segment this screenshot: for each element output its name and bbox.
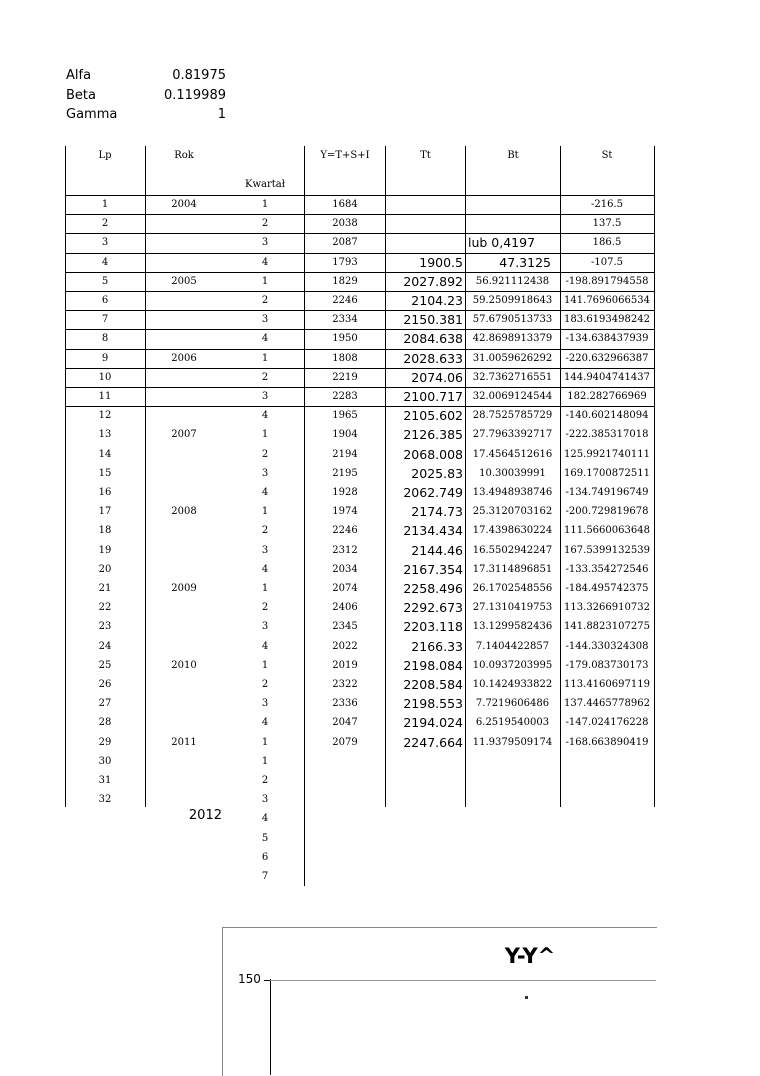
cell-kwartal: 3 bbox=[261, 698, 269, 710]
param-name: Alfa bbox=[66, 68, 92, 83]
cell-rok: 2004 bbox=[171, 199, 197, 210]
cell-st: -200.729819678 bbox=[565, 506, 649, 518]
cell-y: 2194 bbox=[332, 448, 358, 460]
cell-y: 1684 bbox=[332, 199, 358, 210]
cell-rok bbox=[145, 445, 223, 464]
cell-rok bbox=[145, 541, 223, 560]
cell-kwartal: 3 bbox=[261, 391, 269, 402]
cell-st: 167.5399132539 bbox=[564, 544, 650, 556]
cell-st: -133.354272546 bbox=[565, 563, 649, 575]
cell-y: 2195 bbox=[332, 467, 358, 479]
cell-kwartal: 1 bbox=[261, 659, 269, 671]
table-row-border bbox=[65, 253, 655, 254]
cell-tt: 1900.5 bbox=[419, 254, 463, 270]
cell-rok: 2011 bbox=[171, 736, 197, 748]
cell-rok bbox=[145, 253, 223, 272]
cell-y: 2336 bbox=[332, 698, 358, 710]
cell-lp: 32 bbox=[98, 794, 112, 806]
chart-y-axis bbox=[270, 979, 271, 1075]
cell-kwartal: 2 bbox=[261, 295, 269, 306]
cell-tt bbox=[386, 867, 463, 886]
cell-y: 2019 bbox=[332, 659, 358, 671]
cell-y bbox=[305, 752, 385, 771]
cell-y: 2334 bbox=[332, 314, 358, 326]
cell-kwartal: 4 bbox=[261, 813, 269, 825]
cell-lp: 22 bbox=[98, 602, 112, 614]
cell-rok bbox=[145, 464, 223, 483]
cell-st: 113.4160697119 bbox=[564, 679, 650, 690]
header-kwartal: Kwartał bbox=[245, 179, 285, 190]
chart-title: Y-Y^ bbox=[504, 944, 556, 968]
table-row-border bbox=[65, 387, 655, 388]
cell-kwartal: 3 bbox=[261, 621, 269, 633]
cell-y: 2034 bbox=[332, 563, 358, 575]
cell-y: 2312 bbox=[332, 544, 358, 556]
cell-tt: 2258.496 bbox=[403, 581, 463, 596]
table-row-border bbox=[65, 349, 655, 350]
cell-rok: 2010 bbox=[171, 659, 197, 671]
cell-lp: 27 bbox=[98, 698, 112, 710]
cell-kwartal: 4 bbox=[261, 256, 269, 268]
table-column-border bbox=[385, 146, 386, 807]
cell-rok bbox=[145, 867, 223, 886]
cell-tt: 2028.633 bbox=[403, 350, 463, 366]
cell-kwartal: 5 bbox=[261, 832, 269, 844]
cell-lp: 8 bbox=[101, 333, 109, 345]
cell-y bbox=[305, 790, 385, 809]
chart-data-point bbox=[525, 996, 528, 999]
cell-y: 1793 bbox=[332, 256, 358, 268]
cell-lp: 10 bbox=[98, 371, 112, 383]
cell-rok bbox=[145, 329, 223, 348]
cell-kwartal: 2 bbox=[261, 602, 269, 614]
header-s: St bbox=[601, 150, 613, 161]
cell-tt: 2203.118 bbox=[403, 619, 463, 635]
cell-rok bbox=[145, 598, 223, 617]
cell-tt: 2062.749 bbox=[403, 485, 463, 500]
cell-rok: 2009 bbox=[171, 583, 197, 594]
cell-bt: 7.7219606486 bbox=[475, 698, 550, 710]
cell-tt bbox=[386, 790, 463, 809]
cell-st: -168.663890419 bbox=[565, 736, 649, 748]
cell-lp: 29 bbox=[98, 736, 112, 748]
cell-bt: 13.4948938746 bbox=[472, 487, 553, 498]
cell-y: 2219 bbox=[332, 371, 358, 383]
cell-rok bbox=[145, 214, 223, 233]
cell-lp: 23 bbox=[98, 621, 112, 633]
cell-rok bbox=[145, 617, 223, 636]
cell-tt: 2027.892 bbox=[403, 273, 463, 289]
cell-rok bbox=[145, 829, 223, 848]
cell-st: -144.330324308 bbox=[565, 640, 649, 652]
cell-rok: 2008 bbox=[171, 506, 197, 518]
cell-lp: 9 bbox=[101, 352, 109, 364]
table-column-border bbox=[560, 146, 561, 807]
param-name: Gamma bbox=[66, 107, 118, 122]
cell-st: 182.282766969 bbox=[567, 391, 647, 402]
cell-st bbox=[560, 790, 654, 809]
cell-lp: 6 bbox=[101, 295, 109, 306]
cell-st: 137.5 bbox=[592, 218, 622, 230]
cell-y bbox=[305, 809, 385, 828]
cell-tt: 2208.584 bbox=[403, 677, 463, 692]
param-name: Beta bbox=[66, 87, 96, 103]
cell-st: -107.5 bbox=[590, 256, 623, 268]
cell-rok bbox=[145, 521, 223, 540]
cell-kwartal: 2 bbox=[261, 775, 269, 786]
cell-rok bbox=[145, 406, 223, 425]
cell-kwartal: 2 bbox=[261, 525, 269, 537]
cell-rok bbox=[145, 771, 223, 790]
cell-rok: 2005 bbox=[171, 275, 197, 287]
cell-lp: 12 bbox=[98, 410, 112, 422]
cell-y: 2246 bbox=[332, 295, 358, 306]
cell-kwartal: 4 bbox=[261, 563, 269, 575]
cell-kwartal: 1 bbox=[261, 352, 269, 364]
cell-st: -222.385317018 bbox=[565, 429, 649, 441]
cell-st bbox=[560, 752, 654, 771]
cell-lp: 21 bbox=[98, 583, 112, 594]
cell-tt bbox=[386, 771, 463, 790]
cell-lp: 31 bbox=[98, 775, 112, 786]
cell-kwartal: 6 bbox=[261, 851, 269, 863]
cell-st bbox=[560, 829, 654, 848]
table-row-border bbox=[65, 329, 655, 330]
cell-bt bbox=[466, 809, 559, 828]
cell-y: 1829 bbox=[332, 275, 358, 287]
cell-tt: 2144.46 bbox=[411, 542, 463, 558]
cell-bt bbox=[466, 829, 559, 848]
chart-frame bbox=[222, 927, 657, 1076]
cell-kwartal: 1 bbox=[261, 583, 269, 594]
cell-bt: 25.3120703162 bbox=[472, 506, 553, 518]
cell-y: 2246 bbox=[332, 525, 358, 537]
table-column-border bbox=[465, 146, 466, 807]
cell-bt bbox=[466, 195, 559, 214]
cell-bt: 13.1299582436 bbox=[472, 621, 553, 633]
cell-st bbox=[560, 867, 654, 886]
cell-st bbox=[560, 809, 654, 828]
table-row-border bbox=[65, 214, 655, 215]
cell-tt bbox=[386, 752, 463, 771]
cell-lp: 19 bbox=[98, 544, 112, 556]
cell-lp: 26 bbox=[98, 679, 112, 690]
cell-bt: 11.9379509174 bbox=[472, 736, 553, 748]
cell-st: -216.5 bbox=[590, 199, 623, 210]
cell-bt: 27.1310419753 bbox=[472, 602, 553, 614]
cell-tt: 2100.717 bbox=[403, 389, 463, 404]
cell-kwartal: 1 bbox=[261, 755, 269, 767]
cell-lp: 13 bbox=[98, 429, 112, 441]
cell-bt bbox=[466, 790, 559, 809]
cell-y: 2038 bbox=[332, 218, 358, 230]
cell-st: 125.9921740111 bbox=[564, 448, 650, 460]
cell-lp: 17 bbox=[98, 506, 112, 518]
cell-tt bbox=[386, 233, 463, 252]
cell-tt: 2174.73 bbox=[411, 504, 463, 520]
cell-tt: 2167.354 bbox=[403, 561, 463, 577]
header-b: Bt bbox=[507, 150, 519, 161]
table-row-border bbox=[65, 368, 655, 369]
cell-y: 1950 bbox=[332, 333, 358, 345]
param-value: 1 bbox=[217, 107, 226, 122]
cell-st: -134.638437939 bbox=[565, 333, 649, 345]
cell-y: 2283 bbox=[332, 391, 358, 402]
cell-y bbox=[305, 771, 385, 790]
cell-bt: 17.4564512616 bbox=[472, 448, 553, 460]
header-t: Tt bbox=[420, 150, 431, 161]
cell-kwartal: 1 bbox=[261, 275, 269, 287]
cell-bt bbox=[466, 771, 559, 790]
param-value: 0.81975 bbox=[172, 68, 226, 83]
cell-st: -147.024176228 bbox=[565, 717, 649, 729]
cell-tt: 2074.06 bbox=[411, 369, 463, 385]
cell-st: -198.891794558 bbox=[565, 275, 649, 287]
cell-lp bbox=[65, 829, 145, 848]
cell-st: 186.5 bbox=[592, 237, 622, 249]
cell-st: 113.3266910732 bbox=[564, 602, 650, 614]
cell-st: -220.632966387 bbox=[565, 352, 649, 364]
cell-lp: 14 bbox=[98, 448, 112, 460]
cell-bt: 32.0069124544 bbox=[472, 391, 553, 402]
cell-bt: 10.30039991 bbox=[479, 467, 546, 479]
cell-tt: 2198.084 bbox=[403, 657, 463, 673]
cell-rok bbox=[145, 848, 223, 867]
cell-kwartal: 3 bbox=[261, 544, 269, 556]
cell-bt: lub 0,4197 bbox=[468, 235, 536, 251]
cell-y bbox=[305, 867, 385, 886]
cell-tt: 2126.385 bbox=[403, 427, 463, 443]
chart-gridline bbox=[270, 980, 656, 981]
cell-bt: 27.7963392717 bbox=[472, 429, 553, 441]
cell-bt: 31.0059626292 bbox=[472, 352, 553, 364]
cell-tt: 2025.83 bbox=[411, 465, 463, 481]
cell-kwartal: 4 bbox=[261, 640, 269, 652]
cell-bt: 10.1424933822 bbox=[472, 679, 553, 690]
cell-tt: 2068.008 bbox=[403, 446, 463, 462]
cell-rok bbox=[145, 560, 223, 579]
cell-kwartal: 1 bbox=[261, 199, 269, 210]
cell-bt: 6.2519540003 bbox=[475, 717, 550, 729]
cell-tt: 2104.23 bbox=[411, 293, 463, 308]
param-value: 0.119989 bbox=[163, 87, 226, 103]
table-row-border bbox=[65, 291, 655, 292]
cell-kwartal: 3 bbox=[261, 467, 269, 479]
cell-tt: 2150.381 bbox=[403, 312, 463, 328]
chart-y-tick-label: 150 bbox=[238, 972, 261, 986]
table-column-border bbox=[145, 146, 146, 807]
cell-tt bbox=[386, 214, 463, 233]
cell-y bbox=[305, 848, 385, 867]
cell-st: 183.6193498242 bbox=[564, 314, 650, 326]
cell-st: 144.9404741437 bbox=[564, 371, 650, 383]
cell-lp: 18 bbox=[98, 525, 112, 537]
cell-tt bbox=[386, 195, 463, 214]
cell-kwartal: 1 bbox=[261, 736, 269, 748]
cell-lp: 30 bbox=[98, 755, 112, 767]
cell-kwartal: 1 bbox=[261, 429, 269, 441]
cell-y: 2047 bbox=[332, 717, 358, 729]
table-column-border bbox=[65, 146, 66, 807]
table-column-border bbox=[304, 146, 305, 886]
cell-kwartal: 2 bbox=[261, 371, 269, 383]
cell-y: 2087 bbox=[332, 237, 358, 249]
cell-lp: 11 bbox=[98, 391, 112, 402]
cell-bt: 17.4398630224 bbox=[472, 525, 553, 537]
cell-rok bbox=[145, 483, 223, 502]
cell-lp: 4 bbox=[101, 256, 109, 268]
cell-rok bbox=[145, 790, 223, 809]
cell-st: -179.083730173 bbox=[565, 659, 649, 671]
table-column-border bbox=[654, 146, 655, 807]
cell-bt: 16.5502942247 bbox=[472, 544, 553, 556]
cell-rok: 2007 bbox=[171, 429, 197, 441]
cell-bt: 47.3125 bbox=[499, 254, 551, 270]
cell-bt: 17.3114896851 bbox=[472, 563, 553, 575]
cell-bt: 26.1702548556 bbox=[472, 583, 553, 594]
cell-st: -134.749196749 bbox=[565, 487, 649, 498]
cell-bt bbox=[466, 752, 559, 771]
cell-bt: 42.8698913379 bbox=[472, 333, 553, 345]
cell-kwartal: 4 bbox=[261, 410, 269, 422]
cell-bt: 10.0937203995 bbox=[472, 659, 553, 671]
cell-y: 2079 bbox=[332, 736, 358, 748]
cell-lp: 24 bbox=[98, 640, 112, 652]
cell-st bbox=[560, 771, 654, 790]
cell-kwartal: 4 bbox=[261, 333, 269, 345]
cell-y: 2406 bbox=[332, 602, 358, 614]
cell-bt: 57.6790513733 bbox=[472, 314, 553, 326]
cell-bt: 7.1404422857 bbox=[475, 640, 550, 652]
cell-lp: 1 bbox=[101, 199, 109, 210]
cell-st: 141.7696066534 bbox=[564, 295, 650, 306]
cell-kwartal: 4 bbox=[261, 717, 269, 729]
header-rok: Rok bbox=[174, 150, 194, 161]
cell-kwartal: 2 bbox=[261, 448, 269, 460]
cell-y: 1904 bbox=[332, 429, 358, 441]
cell-lp: 25 bbox=[98, 659, 112, 671]
cell-bt: 59.2509918643 bbox=[472, 295, 553, 306]
cell-rok bbox=[145, 233, 223, 252]
cell-bt bbox=[466, 848, 559, 867]
cell-lp: 20 bbox=[98, 563, 112, 575]
cell-bt: 32.7362716551 bbox=[472, 371, 553, 383]
cell-kwartal: 2 bbox=[261, 679, 269, 690]
table-row-border bbox=[65, 272, 655, 273]
cell-tt: 2084.638 bbox=[403, 331, 463, 347]
cell-lp: 7 bbox=[101, 314, 109, 326]
cell-kwartal: 3 bbox=[261, 237, 269, 249]
cell-tt: 2247.664 bbox=[403, 734, 463, 750]
cell-lp bbox=[65, 867, 145, 886]
cell-st: -184.495742375 bbox=[565, 583, 649, 594]
cell-tt bbox=[386, 848, 463, 867]
cell-lp bbox=[65, 809, 145, 828]
cell-st bbox=[560, 848, 654, 867]
cell-tt: 2134.434 bbox=[403, 523, 463, 539]
cell-st: 141.8823107275 bbox=[564, 621, 650, 633]
cell-rok bbox=[145, 291, 223, 310]
cell-y: 1808 bbox=[332, 352, 358, 364]
cell-lp: 5 bbox=[101, 275, 109, 287]
header-lp: Lp bbox=[98, 150, 112, 161]
cell-y: 2322 bbox=[332, 679, 358, 690]
cell-kwartal: 7 bbox=[261, 871, 269, 882]
cell-rok bbox=[145, 675, 223, 694]
cell-y: 2074 bbox=[332, 583, 358, 594]
year-2012-label: 2012 bbox=[188, 808, 222, 823]
cell-bt: 28.7525785729 bbox=[472, 410, 553, 422]
cell-rok bbox=[145, 637, 223, 656]
cell-y: 1965 bbox=[332, 410, 358, 422]
cell-lp: 3 bbox=[101, 237, 109, 249]
cell-y: 1974 bbox=[332, 506, 358, 518]
cell-bt bbox=[466, 214, 559, 233]
table-row-border bbox=[65, 233, 655, 234]
cell-kwartal: 4 bbox=[261, 487, 269, 498]
cell-st: 169.1700872511 bbox=[564, 467, 650, 479]
cell-tt bbox=[386, 829, 463, 848]
cell-tt: 2105.602 bbox=[403, 408, 463, 424]
cell-lp: 15 bbox=[98, 467, 112, 479]
header-y: Y=T+S+I bbox=[320, 150, 370, 161]
cell-bt: 56.921112438 bbox=[475, 275, 550, 287]
cell-rok: 2006 bbox=[171, 352, 197, 364]
cell-lp: 16 bbox=[98, 487, 112, 498]
cell-rok bbox=[145, 387, 223, 406]
cell-rok bbox=[145, 809, 223, 828]
cell-bt bbox=[466, 867, 559, 886]
cell-tt bbox=[386, 809, 463, 828]
cell-st: 111.5660063648 bbox=[564, 525, 650, 537]
cell-rok bbox=[145, 752, 223, 771]
cell-y: 2345 bbox=[332, 621, 358, 633]
cell-lp: 2 bbox=[101, 218, 109, 230]
cell-y: 2022 bbox=[332, 640, 358, 652]
cell-kwartal: 1 bbox=[261, 506, 269, 518]
cell-st: -140.602148094 bbox=[565, 410, 649, 422]
cell-lp: 28 bbox=[98, 717, 112, 729]
cell-st: 137.4465778962 bbox=[564, 698, 650, 710]
cell-y: 1928 bbox=[332, 487, 358, 498]
table-row-border bbox=[65, 406, 655, 407]
cell-y bbox=[305, 829, 385, 848]
cell-tt: 2198.553 bbox=[403, 696, 463, 712]
cell-tt: 2166.33 bbox=[411, 638, 463, 654]
cell-tt: 2194.024 bbox=[403, 715, 463, 731]
cell-kwartal: 2 bbox=[261, 218, 269, 230]
table-row-border bbox=[65, 310, 655, 311]
cell-rok bbox=[145, 713, 223, 732]
cell-rok bbox=[145, 310, 223, 329]
cell-rok bbox=[145, 368, 223, 387]
cell-kwartal: 3 bbox=[261, 794, 269, 806]
cell-rok bbox=[145, 694, 223, 713]
cell-lp bbox=[65, 848, 145, 867]
cell-tt: 2292.673 bbox=[403, 600, 463, 616]
cell-kwartal: 3 bbox=[261, 314, 269, 326]
table-row-border bbox=[65, 195, 655, 196]
